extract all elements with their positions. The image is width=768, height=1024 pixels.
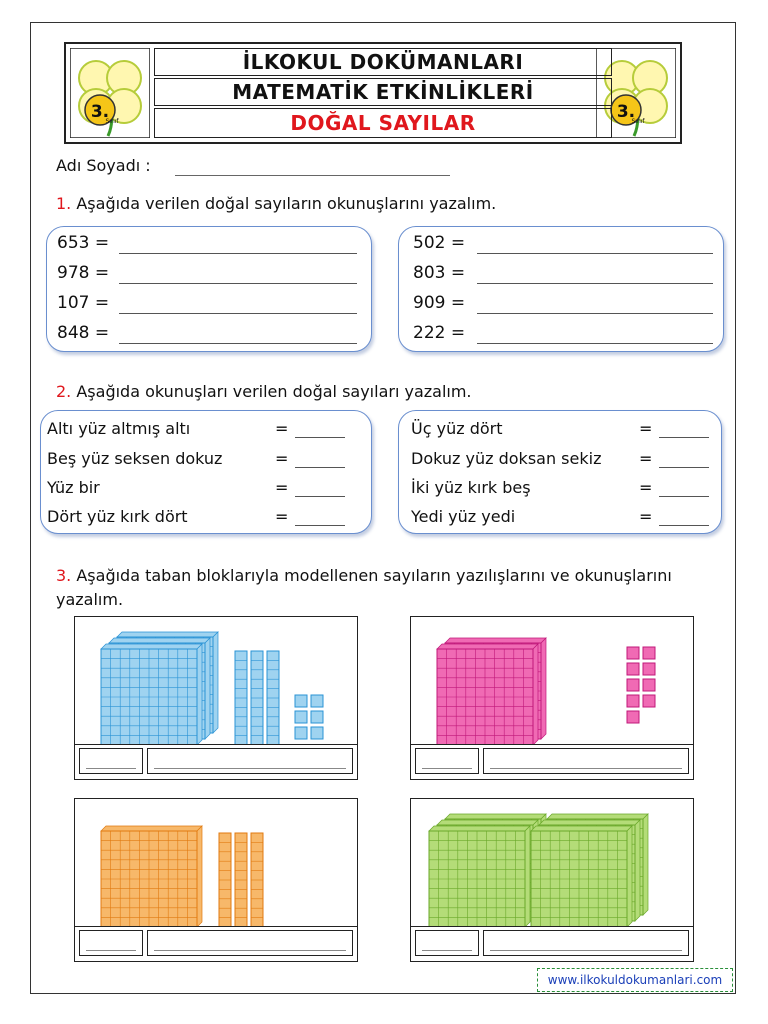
base-blocks-drawing	[411, 617, 693, 745]
unit-cube	[627, 695, 639, 707]
equals-sign: =	[275, 449, 289, 468]
name-label: Adı Soyadı :	[56, 156, 151, 175]
answer-row	[411, 744, 693, 779]
word-number-label: İki yüz kırk beş	[411, 478, 531, 497]
equals-sign: =	[639, 507, 653, 526]
word-number-label: Altı yüz altmış altı	[47, 419, 191, 438]
hundred-block	[101, 826, 202, 927]
base-block-model-2	[410, 616, 694, 780]
name-field[interactable]	[175, 175, 450, 176]
answer-blank[interactable]	[659, 437, 709, 438]
answer-line[interactable]	[119, 283, 357, 284]
number-label: 909 =	[413, 293, 466, 313]
number-label: 653 =	[57, 233, 110, 253]
hundred-block	[101, 644, 202, 745]
word-number-label: Üç yüz dört	[411, 419, 503, 438]
equals-sign: =	[275, 419, 289, 438]
base-block-model-3	[74, 798, 358, 962]
answer-blank[interactable]	[659, 496, 709, 497]
question-3-number: 3.	[56, 566, 72, 585]
question-3	[56, 564, 706, 612]
header-subtitle: MATEMATİK ETKİNLİKLERİ	[154, 78, 612, 106]
equals-sign: =	[275, 478, 289, 497]
number-label: 502 =	[413, 233, 466, 253]
answer-line[interactable]	[119, 343, 357, 344]
unit-cube	[627, 711, 639, 723]
equals-sign: =	[275, 507, 289, 526]
base-block-model-1	[74, 616, 358, 780]
base-block-model-4	[410, 798, 694, 962]
answer-line[interactable]	[477, 313, 713, 314]
svg-text:Sınıf: Sınıf	[631, 118, 645, 125]
answer-blank[interactable]	[295, 437, 345, 438]
ten-rod	[235, 833, 247, 927]
equals-sign: =	[639, 478, 653, 497]
question-1	[56, 194, 496, 213]
answer-line[interactable]	[119, 253, 357, 254]
hundred-block	[429, 826, 530, 927]
number-label: 848 =	[57, 323, 110, 343]
question-2-text: Aşağıda okunuşları verilen doğal sayıları yazalım.	[76, 382, 472, 401]
answer-blank[interactable]	[295, 496, 345, 497]
answer-line[interactable]	[119, 313, 357, 314]
number-answer-cell[interactable]	[79, 748, 143, 774]
ten-rod	[219, 833, 231, 927]
q2-left-box	[40, 410, 372, 534]
unit-cube	[311, 711, 323, 723]
base-blocks-drawing	[75, 799, 357, 927]
answer-line[interactable]	[477, 283, 713, 284]
reading-answer-cell[interactable]	[483, 748, 689, 774]
number-label: 978 =	[57, 263, 110, 283]
base-blocks-drawing	[411, 799, 693, 927]
word-number-label: Yüz bir	[47, 478, 100, 497]
question-1-number: 1.	[56, 194, 72, 213]
ten-rod	[251, 833, 263, 927]
question-3-text-cont: yazalım.	[56, 590, 124, 609]
number-answer-cell[interactable]	[79, 930, 143, 956]
unit-cube	[295, 711, 307, 723]
unit-cube	[295, 727, 307, 739]
answer-row	[411, 926, 693, 961]
unit-cube	[295, 695, 307, 707]
q1-left-box	[46, 226, 372, 352]
answer-blank[interactable]	[659, 467, 709, 468]
word-number-label: Dört yüz kırk dört	[47, 507, 188, 526]
unit-cube	[627, 679, 639, 691]
equals-sign: =	[639, 449, 653, 468]
worksheet-header	[64, 42, 682, 144]
hundred-block	[437, 644, 538, 745]
worksheet-topic: DOĞAL SAYILAR	[154, 108, 612, 138]
answer-row	[75, 744, 357, 779]
equals-sign: =	[639, 419, 653, 438]
answer-blank[interactable]	[295, 525, 345, 526]
svg-text:3.: 3.	[90, 102, 110, 122]
answer-row	[75, 926, 357, 961]
hundred-block	[531, 826, 632, 927]
svg-text:3.: 3.	[616, 102, 636, 122]
answer-line[interactable]	[477, 253, 713, 254]
q2-right-box	[398, 410, 722, 534]
unit-cube	[643, 663, 655, 675]
number-label: 107 =	[57, 293, 110, 313]
unit-cube	[643, 647, 655, 659]
svg-text:Sınıf: Sınıf	[105, 118, 119, 125]
number-label: 803 =	[413, 263, 466, 283]
number-label: 222 =	[413, 323, 466, 343]
unit-cube	[643, 679, 655, 691]
answer-blank[interactable]	[659, 525, 709, 526]
question-2	[56, 382, 472, 401]
unit-cube	[311, 727, 323, 739]
website-link[interactable]: www.ilkokuldokumanlari.com	[537, 968, 733, 992]
question-3-text: Aşağıda taban bloklarıyla modellenen sayıların yazılışlarını ve okunuşlarını	[76, 566, 672, 585]
base-blocks-drawing	[75, 617, 357, 745]
reading-answer-cell[interactable]	[147, 748, 353, 774]
ten-rod	[235, 651, 247, 745]
clover-logo-icon	[70, 48, 150, 138]
unit-cube	[627, 647, 639, 659]
question-2-number: 2.	[56, 382, 72, 401]
unit-cube	[643, 695, 655, 707]
unit-cube	[627, 663, 639, 675]
word-number-label: Yedi yüz yedi	[411, 507, 516, 526]
word-number-label: Dokuz yüz doksan sekiz	[411, 449, 602, 468]
reading-answer-cell[interactable]	[483, 930, 689, 956]
answer-line[interactable]	[477, 343, 713, 344]
q1-right-box	[398, 226, 724, 352]
header-title: İLKOKUL DOKÜMANLARI	[154, 48, 612, 76]
unit-cube	[311, 695, 323, 707]
answer-blank[interactable]	[295, 467, 345, 468]
reading-answer-cell[interactable]	[147, 930, 353, 956]
word-number-label: Beş yüz seksen dokuz	[47, 449, 223, 468]
question-1-text: Aşağıda verilen doğal sayıların okunuşlarını yazalım.	[76, 194, 497, 213]
ten-rod	[267, 651, 279, 745]
number-answer-cell[interactable]	[415, 748, 479, 774]
number-answer-cell[interactable]	[415, 930, 479, 956]
ten-rod	[251, 651, 263, 745]
